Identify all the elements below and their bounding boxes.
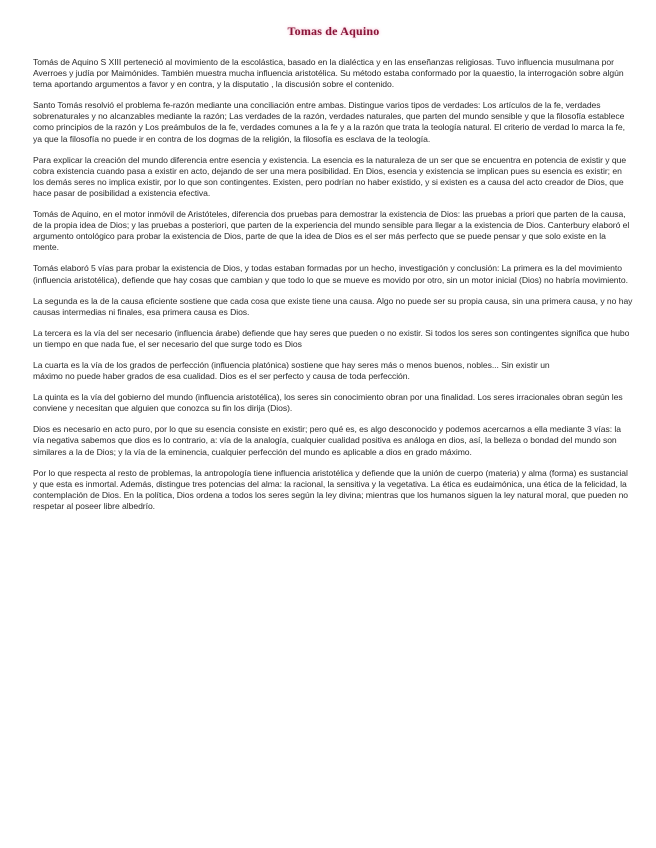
paragraph-via-4: La cuarta es la vía de los grados de perfección (influencia platónica) sostiene que hay seres más o menos buenos, nobles... Sin existir un máximo no puede haber grados de esa cualidad. Dios es el ser perfecto y causa de toda perfección. — [33, 359, 550, 382]
paragraph-esencia-existencia: Para explicar la creación del mundo diferencia entre esencia y existencia. La esencia es la naturaleza de un ser que se encuentra en potencia de existir y que cobra existencia cuando pasa a existir en acto, dejando de ser una mera posibilidad. En Dios, esencia y existencia se implican pues su esencia es existir; en los demás seres no implica existir, por lo que son contingentes. Existen, pero podrían no haber existido, y si existen es a causa del acto creador de Dios, que hace pasar de posibilidad a existencia efectiva. — [33, 154, 627, 198]
paragraph-via-3: La tercera es la vía del ser necesario (influencia árabe) defiende que hay seres que pueden o no existir. Si todos los seres son contingentes significa que hubo un tiempo en que nada fue, el ser necesario del que surge todo es Dios — [33, 327, 630, 349]
paragraph-antropologia: Por lo que respecta al resto de problemas, la antropología tiene influencia aristotélica y defiende que la unión de cuerpo (materia) y alma (forma) es sustancial y que esta es inmortal. Además, distingue tres potencias del alma: la racional, la sensitiva y la vegetativa. La ética es eudaimónica, una ética de la felicidad, la contemplación de Dios. En la política, Dios ordena a todos los seres según la ley divina; mientras que los humanos siguen la ley natural moral, que pueden no respetar al poseer libre albedrío. — [33, 467, 629, 511]
title-wrapper — [33, 22, 634, 40]
paragraph-via-1: Tomás elaboró 5 vías para probar la existencia de Dios, y todas estaban formadas por un hecho, investigación y conclusión: La primera es la del movimiento (influencia aristotélica), defiende que hay cosas que cambian y que todo lo que se mueve es movido por otro, sin un motor inicial (Dios) no habría movimiento. — [33, 263, 628, 285]
paragraph-fe-razon: Santo Tomás resolvió el problema fe-razón mediante una conciliación entre ambas. Distingue varios tipos de verdades: Los artículos de la fe, verdades sobrenaturales y no alcanzables mediante la razón; Las verdades de la razón, verdades naturales, que parten del mundo sensible y que la filosofía establece como principios de la razón y Los preámbulos de la fe, verdades comunes a la fe y a la razón que trata la teología natural. El criterio de verdad lo marca la fe, ya que la filosofía no puede ir en contra de los dogmas de la religión, la filosofía es esclava de la teología. — [33, 100, 625, 144]
paragraph-intro: Tomás de Aquino S XIII perteneció al movimiento de la escolástica, basado en la dialéctica y en las enseñanzas religiosas. Tuvo influencia musulmana por Averroes y judía por Maimónides. También muestra mucha influencia aristotélica. Su método estaba conformado por la quaestio, la interrogación sobre algún tema aportando argumentos a favor y en contra, y la disputatio , la discusión sobre el contenido. — [33, 57, 624, 90]
paragraph-conocimiento-dios: Dios es necesario en acto puro, por lo que su esencia consiste en existir; pero qué es, es algo desconocido y podemos acercarnos a ella mediante 3 vías: la vía negativa sabemos que dios es lo contrario, a: vía de la analogía, cualquier cualidad positiva es análoga en dios, así, la belleza o bondad del mundo son similares a la de Dios; y la vía de la eminencia, cualquier perfección del mundo es aplicable a dios en grado máximo. — [33, 424, 621, 457]
paragraph-via-2: La segunda es la de la causa eficiente sostiene que cada cosa que existe tiene una causa. Algo no puede ser su propia causa, sin una primera causa, y no hay causas intermedias ni finales, esa primera causa es Dios. — [33, 295, 633, 317]
paragraph-pruebas: Tomás de Aquino, en el motor inmóvil de Aristóteles, diferencia dos pruebas para demostrar la existencia de Dios: las pruebas a priori que parten de la causa, de la propia idea de Dios; y las pruebas a posteriori, que parten de la experiencia del mundo sensible para llegar a la existencia de Dios. Canterbury elaboró el argumento ontológico para probar la existencia de Dios, parte de que la idea de Dios es el ser más perfecto que se puede pensar y que solo existe en la mente. — [33, 209, 630, 253]
document-title: Tomas de Aquino — [287, 24, 380, 38]
paragraph-via-5: La quinta es la vía del gobierno del mundo (influencia aristotélica), los seres sin conocimiento obran por una finalidad. Los seres irracionales obran según les conviene y necesitan que alguien que conozca su fin los dirija (Dios). — [33, 392, 623, 414]
